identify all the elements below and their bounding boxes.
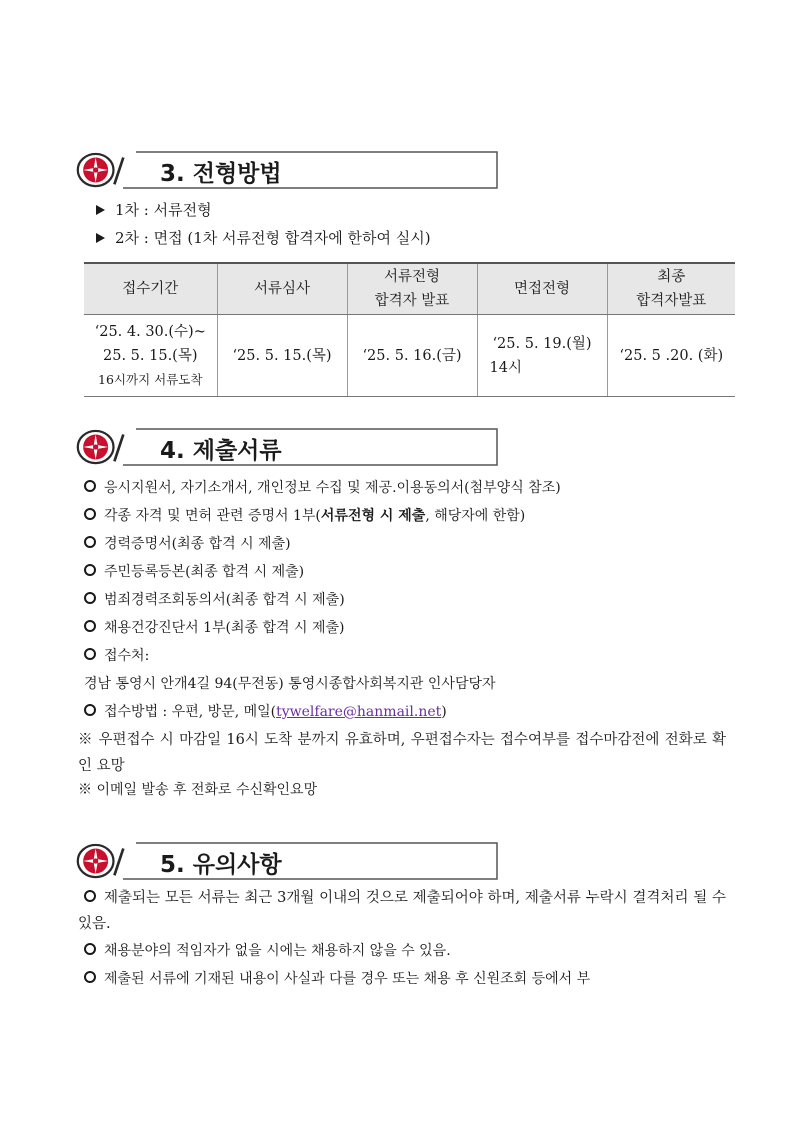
circle-bullet-icon xyxy=(84,508,96,520)
circle-bullet-icon xyxy=(84,890,96,902)
circle-bullet-icon xyxy=(84,480,96,492)
submission-method: 접수방법 : 우편, 방문, 메일(tywelfare@hanmail.net) xyxy=(84,702,447,722)
table-header-row xyxy=(84,263,735,315)
header-frame xyxy=(76,151,498,189)
header-frame xyxy=(76,428,498,466)
section4-title: 4. 제출서류 xyxy=(160,438,282,464)
document-item: 범죄경력조회동의서(최종 합격 시 제출) xyxy=(84,590,345,610)
table-cell: ‘25. 5. 16.(금) xyxy=(347,315,477,397)
caution-item: 채용분야의 적임자가 없을 시에는 채용하지 않을 수 있음. xyxy=(84,941,451,961)
header-cell: 서류심사 xyxy=(217,263,347,315)
caritas-emblem-icon xyxy=(76,842,126,880)
caritas-emblem-icon xyxy=(76,151,126,189)
email-link[interactable]: tywelfare@hanmail.net xyxy=(276,704,442,720)
circle-bullet-icon xyxy=(84,971,96,983)
section4-header xyxy=(76,428,498,466)
table-cell: ‘25. 5. 19.(월) 14시 xyxy=(477,315,607,397)
triangle-bullet-icon xyxy=(96,205,105,215)
circle-bullet-icon xyxy=(84,536,96,548)
table-cell: ‘25. 4. 30.(수)~ 25. 5. 15.(목) 16시까지 서류도착 xyxy=(84,315,217,397)
circle-bullet-icon xyxy=(84,564,96,576)
caritas-emblem-icon xyxy=(76,428,126,466)
circle-bullet-icon xyxy=(84,943,96,955)
schedule-table xyxy=(84,262,735,397)
caution-item: 제출된 서류에 기재된 내용이 사실과 다를 경우 또는 채용 후 신원조회 등에서 부 xyxy=(84,969,590,989)
header-cell: 접수기간 xyxy=(84,263,217,315)
triangle-bullet-icon xyxy=(96,233,105,243)
circle-bullet-icon xyxy=(84,620,96,632)
table-row xyxy=(84,315,735,397)
header-cell: 면접전형 xyxy=(477,263,607,315)
section5-title: 5. 유의사항 xyxy=(160,852,282,878)
email-notice: ※ 이메일 발송 후 전화로 수신확인요망 xyxy=(78,782,318,798)
section5-header xyxy=(76,842,498,880)
address-line: 경남 통영시 안개4길 94(무전동) 통영시종합사회복지관 인사담당자 xyxy=(84,676,496,692)
circle-bullet-icon xyxy=(84,648,96,660)
selection-item-2: 2차 : 면접 (1차 서류전형 합격자에 한하여 실시) xyxy=(96,228,431,248)
document-item: 접수처: xyxy=(84,646,149,666)
document-item: 경력증명서(최종 합격 시 제출) xyxy=(84,534,291,554)
table-cell: ‘25. 5. 15.(목) xyxy=(217,315,347,397)
header-cell: 서류전형 합격자 발표 xyxy=(347,263,477,315)
document-item: 응시지원서, 자기소개서, 개인정보 수집 및 제공.이용동의서(첨부양식 참조) xyxy=(84,478,561,498)
table-cell: ‘25. 5 .20. (화) xyxy=(607,315,735,397)
section3-header xyxy=(76,151,498,189)
document-item: 채용건강진단서 1부(최종 합격 시 제출) xyxy=(84,618,345,638)
circle-bullet-icon xyxy=(84,592,96,604)
header-cell: 최종 합격자발표 xyxy=(607,263,735,315)
circle-bullet-icon xyxy=(84,704,96,716)
postal-notice: ※ 우편접수 시 마감일 16시 도착 분까지 유효하며, 우편접수자는 접수여부를 접수마감전에 전화로 확인 요망 xyxy=(78,732,726,774)
header-frame xyxy=(76,842,498,880)
caution-item: 제출되는 모든 서류는 최근 3개월 이내의 것으로 제출되어야 하며, 제출서류 누락시 결격처리 될 수 있음. xyxy=(78,890,726,932)
section3-title: 3. 전형방법 xyxy=(160,161,282,187)
selection-item-1: 1차 : 서류전형 xyxy=(96,200,212,220)
document-item: 각종 자격 및 면허 관련 증명서 1부(서류전형 시 제출, 해당자에 한함) xyxy=(84,506,525,526)
document-item: 주민등록등본(최종 합격 시 제출) xyxy=(84,562,304,582)
